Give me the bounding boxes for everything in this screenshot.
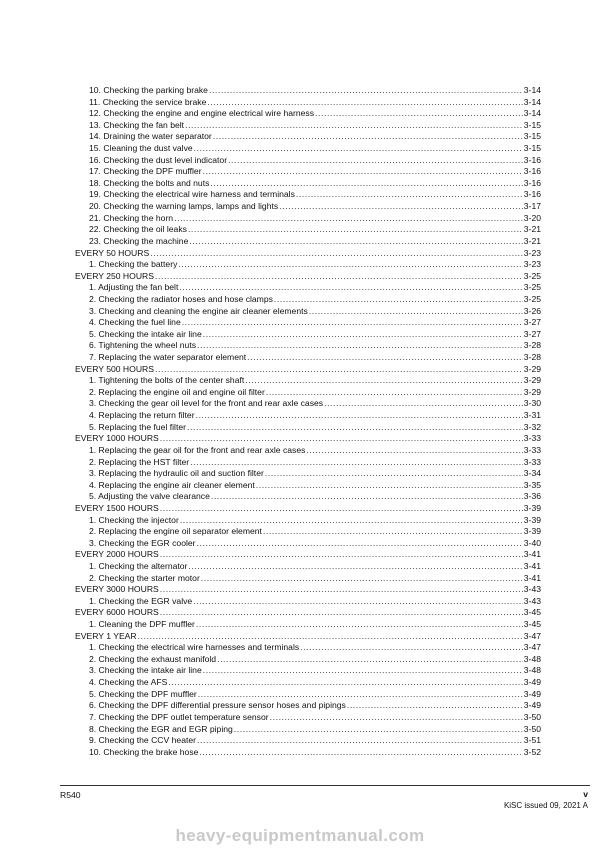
toc-leader-dots (180, 515, 523, 527)
toc-entry-label: 1. Checking the EGR valve (89, 595, 193, 606)
toc-entry[interactable] (75, 677, 541, 689)
toc-entry-label: 4. Checking the fuel line (89, 317, 181, 328)
toc-entry-label: EVERY 3000 HOURS (75, 584, 159, 595)
toc-entry[interactable] (75, 747, 541, 759)
toc-entry-page: 3-26 (523, 305, 541, 316)
toc-leader-dots (296, 189, 523, 201)
toc-leader-dots (188, 224, 523, 236)
toc-leader-dots (194, 143, 523, 155)
toc-entry-label: 3. Checking the intake air line (89, 665, 202, 676)
toc-leader-dots (199, 747, 522, 759)
toc-entry-label: 1. Checking the battery (89, 259, 178, 270)
toc-entry-label: 2. Replacing the engine oil separator element (89, 526, 262, 537)
toc-leader-dots (197, 735, 523, 747)
toc-leader-dots (247, 352, 523, 364)
toc-entry[interactable] (75, 352, 541, 364)
toc-leader-dots (198, 689, 523, 701)
toc-leader-dots (193, 596, 523, 608)
toc-entry-label: 8. Checking the EGR and EGR piping (89, 723, 233, 734)
toc-entry[interactable] (75, 480, 541, 492)
toc-entry-page: 3-29 (523, 363, 541, 374)
toc-leader-dots (160, 584, 523, 596)
toc-entry-label: 2. Checking the exhaust manifold (89, 653, 217, 664)
toc-leader-dots (197, 340, 523, 352)
toc-leader-dots (228, 155, 523, 167)
toc-entry[interactable] (75, 131, 541, 143)
toc-entry-page: 3-39 (523, 526, 541, 537)
toc-leader-dots (300, 642, 523, 654)
toc-entry-page: 3-39 (523, 514, 541, 525)
toc-entry[interactable] (75, 97, 541, 109)
toc-entry[interactable] (75, 387, 541, 399)
toc-leader-dots (306, 445, 522, 457)
toc-entry-page: 3-16 (523, 189, 541, 200)
toc-entry[interactable] (75, 166, 541, 178)
toc-entry-page: 3-27 (523, 328, 541, 339)
toc-entry-page: 3-29 (523, 375, 541, 386)
toc-entry-page: 3-40 (523, 537, 541, 548)
toc-entry-page: 3-51 (523, 735, 541, 746)
toc-leader-dots (315, 108, 523, 120)
toc-leader-dots (217, 654, 523, 666)
toc-leader-dots (210, 178, 522, 190)
toc-entry[interactable] (75, 491, 541, 503)
toc-entry-label: 7. Checking the DPF outlet temperature sensor (89, 711, 269, 722)
toc-entry-page: 3-28 (523, 340, 541, 351)
toc-entry[interactable] (75, 573, 541, 585)
toc-entry-page: 3-34 (523, 468, 541, 479)
toc-entry-page: 3-41 (523, 572, 541, 583)
toc-entry[interactable] (75, 712, 541, 724)
toc-leader-dots (274, 294, 523, 306)
toc-leader-dots (265, 468, 523, 480)
toc-leader-dots (266, 387, 523, 399)
footer-issued: KiSC issued 09, 2021 A (503, 801, 588, 810)
toc-entry-page: 3-32 (523, 421, 541, 432)
toc-leader-dots (196, 619, 523, 631)
toc-entry-page: 3-30 (523, 398, 541, 409)
toc-entry-label: 23. Checking the machine (89, 235, 189, 246)
toc-entry-page: 3-41 (523, 560, 541, 571)
toc-entry[interactable] (75, 515, 541, 527)
toc-leader-dots (245, 375, 523, 387)
toc-entry[interactable] (75, 561, 541, 573)
toc-leader-dots (155, 364, 523, 376)
toc-entry-label: 1. Checking the alternator (89, 560, 188, 571)
toc-entry-page: 3-35 (523, 479, 541, 490)
toc-entry[interactable] (75, 700, 541, 712)
toc-entry-page: 3-47 (523, 642, 541, 653)
toc-entry-label: 6. Checking the DPF differential pressure sensor hoses and pipings (89, 700, 346, 711)
toc-entry-page: 3-28 (523, 352, 541, 363)
toc-entry-label: 1. Checking the injector (89, 514, 179, 525)
toc-entry-label: 9. Checking the CCV heater (89, 735, 197, 746)
toc-entry-page: 3-52 (523, 746, 541, 757)
toc-entry[interactable] (75, 735, 541, 747)
toc-entry-page: 3-25 (523, 270, 541, 281)
toc-entry-page: 3-14 (523, 85, 541, 95)
toc-entry-page: 3-23 (523, 247, 541, 258)
toc-entry-page: 3-25 (523, 282, 541, 293)
watermark: heavy-equipmentmanual.com (175, 826, 425, 845)
toc-entry-label: 1. Cleaning the DPF muffler (89, 619, 195, 630)
toc-entry-page: 3-49 (523, 700, 541, 711)
toc-leader-dots (256, 480, 523, 492)
toc-entry[interactable] (75, 445, 541, 457)
toc-entry[interactable] (75, 143, 541, 155)
footer-divider (60, 785, 590, 786)
toc-entry[interactable] (75, 619, 541, 631)
toc-entry-page: 3-21 (523, 224, 541, 235)
toc-entry[interactable] (75, 398, 541, 410)
toc-entry-page: 3-50 (523, 711, 541, 722)
toc-leader-dots (196, 410, 523, 422)
toc-leader-dots (270, 712, 523, 724)
toc-entry-page: 3-14 (523, 108, 541, 119)
toc-entry[interactable] (75, 85, 541, 97)
toc-entry[interactable] (75, 375, 541, 387)
toc-entry-page: 3-50 (523, 723, 541, 734)
toc-leader-dots (324, 398, 523, 410)
toc-entry-page: 3-48 (523, 665, 541, 676)
toc-section-heading[interactable] (75, 631, 541, 643)
toc-leader-dots (209, 85, 523, 97)
toc-leader-dots (190, 457, 523, 469)
toc-leader-dots (309, 306, 523, 318)
toc-leader-dots (187, 422, 523, 434)
toc-entry-label: 2. Checking the radiator hoses and hose clamps (89, 293, 273, 304)
toc-leader-dots (160, 433, 523, 445)
toc-entry-label: 11. Checking the service brake (89, 96, 207, 107)
toc-entry[interactable] (75, 654, 541, 666)
toc-entry-page: 3-49 (523, 677, 541, 688)
toc-entry[interactable] (75, 468, 541, 480)
toc-section-heading[interactable] (75, 549, 541, 561)
toc-entry-label: EVERY 50 HOURS (75, 247, 150, 258)
toc-leader-dots (203, 166, 523, 178)
toc-entry-label: EVERY 500 HOURS (75, 363, 154, 374)
toc-entry-label: 4. Replacing the return filter (89, 410, 195, 421)
toc-entry-label: 3. Replacing the hydraulic oil and suction filter (89, 468, 264, 479)
toc-entry-label: 4. Checking the AFS (89, 677, 168, 688)
footer-model: R540 (60, 790, 81, 800)
toc-leader-dots (347, 700, 523, 712)
toc-section-heading[interactable] (75, 248, 541, 260)
toc-entry[interactable] (75, 224, 541, 236)
toc-leader-dots (150, 248, 523, 260)
toc-entry[interactable] (75, 259, 541, 271)
toc-entry[interactable] (75, 317, 541, 329)
toc-entry-page: 3-45 (523, 619, 541, 630)
toc-entry-label: EVERY 6000 HOURS (75, 607, 159, 618)
toc-entry[interactable] (75, 642, 541, 654)
toc-entry[interactable] (75, 282, 541, 294)
toc-leader-dots (234, 724, 523, 736)
toc-entry-label: 1. Adjusting the fan belt (89, 282, 179, 293)
toc-entry[interactable] (75, 178, 541, 190)
toc-entry-page: 3-43 (523, 595, 541, 606)
toc-entry[interactable] (75, 422, 541, 434)
toc-leader-dots (207, 97, 522, 109)
toc-entry-page: 3-45 (523, 607, 541, 618)
toc-entry-page: 3-23 (523, 259, 541, 270)
toc-entry-page: 3-39 (523, 502, 541, 513)
toc-entry-label: 1. Replacing the gear oil for the front and rear axle cases (89, 444, 306, 455)
toc-entry-label: 4. Replacing the engine air cleaner element (89, 479, 255, 490)
toc-leader-dots (279, 201, 523, 213)
toc-entry-page: 3-16 (523, 177, 541, 188)
toc-entry-label: 10. Checking the parking brake (89, 85, 208, 95)
toc-entry-label: 12. Checking the engine and engine electrical wire harness (89, 108, 315, 119)
toc-entry-page: 3-33 (523, 433, 541, 444)
toc-entry[interactable] (75, 340, 541, 352)
toc-leader-dots (179, 282, 522, 294)
toc-leader-dots (160, 607, 523, 619)
toc-entry-label: 1. Tightening the bolts of the center shaft (89, 375, 245, 386)
toc-entry[interactable] (75, 689, 541, 701)
toc-section-heading[interactable] (75, 584, 541, 596)
toc-entry-label: 17. Checking the DPF muffler (89, 166, 202, 177)
toc-entry-page: 3-43 (523, 584, 541, 595)
toc-entry-page: 3-49 (523, 688, 541, 699)
toc-leader-dots (160, 503, 523, 515)
toc-leader-dots (188, 561, 522, 573)
toc-entry-label: 2. Checking the starter motor (89, 572, 200, 583)
toc-entry-label: 5. Adjusting the valve clearance (89, 491, 210, 502)
toc-section-heading[interactable] (75, 364, 541, 376)
toc-leader-dots (178, 259, 522, 271)
toc-entry-label: EVERY 1500 HOURS (75, 502, 159, 513)
toc-entry[interactable] (75, 596, 541, 608)
toc-entry[interactable] (75, 155, 541, 167)
toc-entry-label: 5. Checking the intake air line (89, 328, 202, 339)
toc-entry[interactable] (75, 329, 541, 341)
toc-entry-page: 3-29 (523, 386, 541, 397)
toc-entry-page: 3-15 (523, 143, 541, 154)
toc-entry-page: 3-48 (523, 653, 541, 664)
toc-leader-dots (189, 236, 522, 248)
toc-entry-label: 15. Cleaning the dust valve (89, 143, 193, 154)
toc-entry[interactable] (75, 213, 541, 225)
toc-entry-page: 3-33 (523, 456, 541, 467)
toc-entry[interactable] (75, 120, 541, 132)
toc-entry-label: 14. Draining the water separator (89, 131, 212, 142)
toc-entry-page: 3-31 (523, 410, 541, 421)
toc-leader-dots (203, 329, 523, 341)
toc-leader-dots (174, 213, 523, 225)
toc-leader-dots (201, 573, 523, 585)
toc-entry-label: 5. Checking the DPF muffler (89, 688, 197, 699)
toc-entry-page: 3-17 (523, 201, 541, 212)
toc-section-heading[interactable] (75, 271, 541, 283)
toc-entry[interactable] (75, 665, 541, 677)
toc-entry-label: 2. Replacing the engine oil and engine oil filter (89, 386, 265, 397)
toc-section-heading[interactable] (75, 433, 541, 445)
toc-entry-label: 7. Replacing the water separator element (89, 352, 247, 363)
toc-entry-page: 3-15 (523, 131, 541, 142)
toc-entry-label: EVERY 2000 HOURS (75, 549, 159, 560)
toc-entry-label: EVERY 1 YEAR (75, 630, 137, 641)
toc-entry-label: EVERY 1000 HOURS (75, 433, 159, 444)
toc-entry[interactable] (75, 538, 541, 550)
toc-entry[interactable] (75, 294, 541, 306)
toc-entry-page: 3-16 (523, 166, 541, 177)
toc-entry-page: 3-25 (523, 293, 541, 304)
toc-entry-label: 20. Checking the warning lamps, lamps and lights (89, 201, 279, 212)
toc-leader-dots (197, 538, 523, 550)
toc-entry-page: 3-21 (523, 235, 541, 246)
toc-entry-page: 3-27 (523, 317, 541, 328)
toc-section-heading[interactable] (75, 607, 541, 619)
toc-entry[interactable] (75, 526, 541, 538)
toc-entry-label: 13. Checking the fan belt (89, 119, 185, 130)
toc-entry[interactable] (75, 189, 541, 201)
toc-entry-page: 3-14 (523, 96, 541, 107)
toc-entry-label: 3. Checking the EGR cooler (89, 537, 196, 548)
toc-entry[interactable] (75, 410, 541, 422)
toc-entry-label: 3. Checking the gear oil level for the front and rear axle cases (89, 398, 324, 409)
toc-entry[interactable] (75, 724, 541, 736)
toc-entry-page: 3-20 (523, 212, 541, 223)
toc-entry-label: 3. Checking and cleaning the engine air cleaner elements (89, 305, 308, 316)
table-of-contents (75, 85, 541, 758)
toc-entry[interactable] (75, 201, 541, 213)
toc-entry-page: 3-41 (523, 549, 541, 560)
toc-entry-page: 3-15 (523, 119, 541, 130)
toc-leader-dots (160, 549, 523, 561)
toc-leader-dots (155, 271, 523, 283)
toc-entry-page: 3-47 (523, 630, 541, 641)
toc-entry-label: 21. Checking the horn (89, 212, 174, 223)
toc-entry-label: 18. Checking the bolts and nuts (89, 177, 210, 188)
toc-entry-label: 2. Replacing the HST filter (89, 456, 190, 467)
toc-leader-dots (213, 131, 523, 143)
toc-entry-page: 3-36 (523, 491, 541, 502)
toc-leader-dots (263, 526, 523, 538)
toc-entry-label: 6. Tightening the wheel nuts (89, 340, 197, 351)
toc-leader-dots (182, 317, 523, 329)
toc-leader-dots (185, 120, 523, 132)
toc-entry[interactable] (75, 457, 541, 469)
toc-entry[interactable] (75, 108, 541, 120)
toc-entry-label: 5. Replacing the fuel filter (89, 421, 186, 432)
toc-section-heading[interactable] (75, 503, 541, 515)
toc-entry-page: 3-16 (523, 154, 541, 165)
toc-entry-label: 1. Checking the electrical wire harnesses and terminals (89, 642, 300, 653)
toc-entry-label: 19. Checking the electrical wire harness and terminals (89, 189, 295, 200)
toc-entry-label: 22. Checking the oil leaks (89, 224, 187, 235)
toc-entry-label: 16. Checking the dust level indicator (89, 154, 228, 165)
toc-entry[interactable] (75, 306, 541, 318)
toc-entry-page: 3-33 (523, 444, 541, 455)
toc-leader-dots (203, 665, 523, 677)
toc-leader-dots (211, 491, 523, 503)
toc-entry-label: 10. Checking the brake hose (89, 746, 199, 757)
footer-page-number: v (583, 789, 588, 799)
toc-leader-dots (138, 631, 523, 643)
toc-leader-dots (168, 677, 522, 689)
toc-entry-label: EVERY 250 HOURS (75, 270, 154, 281)
toc-entry[interactable] (75, 236, 541, 248)
